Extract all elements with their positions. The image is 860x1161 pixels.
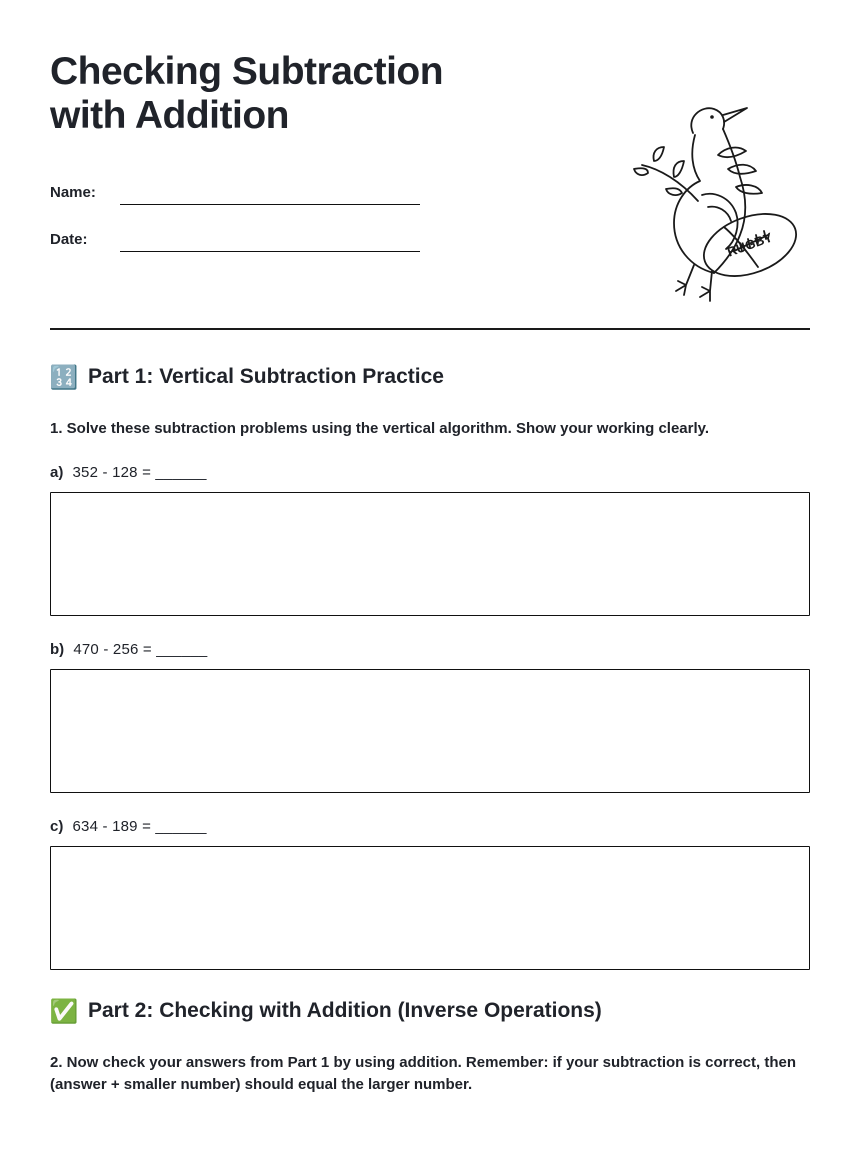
name-input-line[interactable] [120,182,420,205]
bird-with-football-illustration [590,95,810,315]
work-area-c[interactable] [50,846,810,970]
abacus-icon: 🔢 [49,363,79,390]
work-area-a[interactable] [50,492,810,616]
problem-c [50,818,810,835]
problem-a [50,464,810,481]
problem-b-expression: 470 - 256 = ______ [73,641,208,659]
problem-c-letter: c) [50,818,64,836]
work-area-b[interactable] [50,669,810,793]
part2-instruction: 2. Now check your answers from Part 1 by using addition. Remember: if your subtraction is correct, then (answer + smaller number) should equal the larger number. [50,1054,797,1093]
part1-instruction: 1. Solve these subtraction problems using the vertical algorithm. Show your working clearly. [50,420,710,437]
problem-b-letter: b) [50,641,65,659]
football-label: RUGBY [725,229,775,260]
date-input-line[interactable] [120,229,420,252]
problem-a-expression: 352 - 128 = ______ [72,464,207,482]
problem-a-letter: a) [50,464,64,482]
page-title-line-2: with Addition [50,93,289,137]
date-label: Date: [50,231,88,249]
header-divider [50,328,810,330]
part1-heading-row [50,364,810,390]
part2-heading: Part 2: Checking with Addition (Inverse Operations) [88,999,602,1023]
check-mark-icon: ✅ [49,997,79,1024]
part1-heading: Part 1: Vertical Subtraction Practice [88,365,444,388]
part2-heading-row [50,998,810,1024]
name-label: Name: [50,184,96,202]
problem-c-expression: 634 - 189 = ______ [72,818,207,836]
worksheet-header [50,40,810,290]
page-title [50,40,520,137]
problem-b [50,641,810,658]
page-title-line-1: Checking Subtraction [50,50,444,93]
